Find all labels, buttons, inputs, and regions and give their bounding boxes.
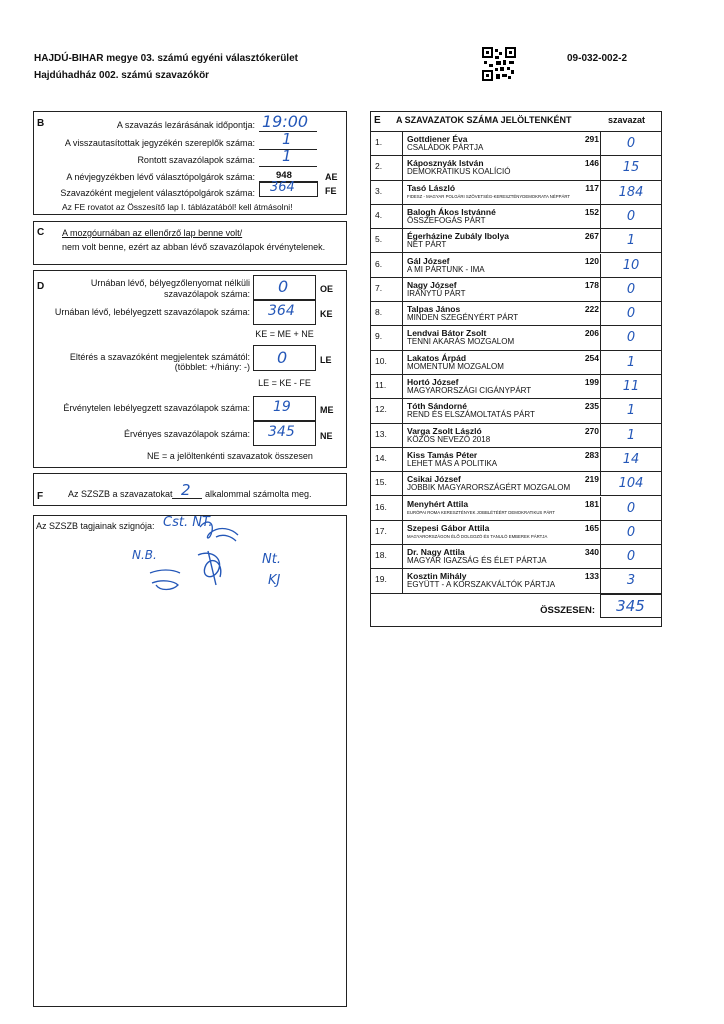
candidate-number: 19.	[375, 574, 387, 585]
candidate-number: 17.	[375, 525, 387, 536]
count-times-value: 2	[181, 481, 191, 499]
count-text-before: Az SZSZB a szavazatokat	[68, 489, 173, 499]
candidate-party: CSALÁDOK PÁRTJA	[407, 143, 484, 152]
candidate-party: IRÁNYTŰ PÁRT	[407, 288, 466, 298]
candidate-name: Lendvai Bátor Zsolt	[407, 328, 487, 339]
votes-column-header: szavazat	[608, 115, 646, 125]
section-d-letter: D	[37, 281, 45, 292]
candidate-votes: 1	[600, 424, 661, 447]
candidate-number: 14.	[375, 452, 387, 463]
candidate-party: TENNI AKARÁS MOZGALOM	[407, 337, 515, 347]
candidate-row	[371, 472, 661, 496]
formula-ne: NE = a jelöltenkénti szavazatok összesen	[147, 451, 313, 461]
ke-label: Urnában lévő, lebélyegzett szavazólapok száma:	[54, 307, 250, 317]
formula-le: LE = KE - FE	[258, 378, 311, 388]
document-id: 09-032-002-2	[567, 53, 628, 64]
count-text-after: alkalommal számolta meg.	[205, 489, 312, 499]
candidate-votes: 0	[600, 278, 661, 301]
candidate-row	[371, 132, 661, 156]
candidate-votes: 14	[600, 448, 661, 471]
candidate-code: 222	[584, 304, 599, 315]
candidate-votes: 184	[600, 181, 661, 204]
candidate-row	[371, 351, 661, 375]
candidate-party: REND ÉS ELSZÁMOLTATÁS PÁRT	[407, 410, 535, 420]
candidate-code: 270	[584, 425, 599, 436]
closing-time-label: A szavazás lezárásának időpontja:	[116, 120, 255, 130]
candidate-code: 340	[584, 547, 599, 558]
candidate-row	[371, 326, 661, 350]
candidate-row	[371, 181, 661, 205]
candidate-number: 3.	[375, 185, 383, 196]
candidate-code: 206	[584, 328, 599, 339]
candidate-code: 120	[584, 255, 599, 266]
ne-label: Érvényes szavazólapok száma:	[123, 429, 250, 439]
candidate-row	[371, 302, 661, 326]
candidate-votes: 1	[600, 399, 661, 422]
candidate-name: Nagy József	[407, 279, 457, 290]
candidate-party: MAGYARORSZÁGON ÉLŐ DOLGOZÓ ÉS TANULÓ EMBEREK PÁRTJA	[407, 533, 548, 539]
candidate-party: KÖZÖS NEVEZŐ 2018	[407, 434, 491, 444]
spoiled-ballots-value: 1	[282, 147, 292, 165]
candidate-code: 178	[584, 279, 599, 290]
candidate-name: Csikai József	[407, 474, 461, 485]
candidate-name: Talpas János	[407, 304, 461, 315]
candidate-number: 13.	[375, 428, 387, 439]
candidate-name: Gál József	[407, 255, 450, 266]
me-label: Érvénytelen lebélyegzett szavazólapok száma:	[63, 403, 250, 413]
candidate-row	[371, 424, 661, 448]
candidate-votes: 0	[600, 132, 661, 155]
signature-mark-2: N.B.	[132, 548, 157, 562]
me-value: 19	[273, 399, 291, 415]
candidate-votes: 10	[600, 254, 661, 277]
registered-voters-value: 948	[276, 170, 292, 181]
code-ke: KE	[320, 309, 333, 319]
oe-label-line2: szavazólapok száma:	[163, 289, 250, 299]
total-value: 345	[616, 597, 645, 615]
candidate-votes: 0	[600, 326, 661, 349]
candidate-code: 199	[584, 377, 599, 387]
formula-ke: KE = ME + NE	[255, 329, 314, 339]
candidate-code: 291	[584, 134, 599, 144]
candidate-code: 235	[584, 401, 599, 412]
candidate-party: MOMENTUM MOZGALOM	[407, 361, 504, 371]
section-b-letter: B	[37, 118, 45, 129]
candidate-code: 181	[584, 498, 599, 509]
candidate-name: Menyhért Attila	[407, 498, 469, 509]
candidate-votes: 0	[600, 497, 661, 520]
candidate-code: 146	[584, 158, 599, 169]
closing-time-value: 19:00	[262, 112, 309, 131]
candidate-code: 152	[584, 206, 599, 217]
candidate-votes: 0	[600, 205, 661, 228]
candidate-number: 15.	[375, 477, 387, 488]
candidate-code: 117	[585, 182, 599, 193]
candidate-row	[371, 278, 661, 302]
code-ne: NE	[320, 431, 333, 441]
candidate-votes: 3	[600, 569, 661, 592]
candidate-votes: 0	[600, 545, 661, 568]
candidate-code: 283	[584, 449, 599, 460]
candidate-number: 16.	[375, 501, 387, 512]
candidate-party: DEMOKRATIKUS KOALÍCIÓ	[407, 167, 511, 177]
candidate-number: 6.	[375, 258, 383, 269]
handwritten-signatures	[120, 515, 320, 600]
candidate-row	[371, 545, 661, 569]
appeared-voters-value: 364	[270, 180, 295, 195]
candidate-name: Kosztin Mihály	[407, 571, 467, 582]
candidate-party: MAGYAR IGAZSÁG ÉS ÉLET PÁRTJA	[407, 556, 547, 566]
rejected-count-value: 1	[282, 130, 292, 148]
header-title-county: HAJDÚ-BIHAR megye 03. számú egyéni választókerület	[34, 53, 298, 64]
le-label-line2: (többlet: +/hiány: -)	[174, 362, 250, 372]
code-me: ME	[320, 405, 334, 415]
candidate-name: Varga Zsolt László	[407, 425, 482, 436]
code-fe: FE	[325, 186, 337, 196]
candidate-party: FIDESZ - MAGYAR POLGÁRI SZÖVETSÉG-KERESZTÉNYDEMOKRATA NÉPPÁRT	[407, 193, 570, 199]
candidate-row	[371, 569, 661, 593]
mobile-urn-line1: A mozgóurnában az ellenőrző lap benne volt/	[62, 228, 243, 238]
rejected-count-label: A visszautasítottak jegyzékén szereplők száma:	[64, 138, 255, 148]
oe-label-line1: Urnában lévő, bélyegzőlenyomat nélküli	[90, 278, 250, 288]
candidate-party: JOBBIK MAGYARORSZÁGÉRT MOZGALOM	[407, 483, 571, 493]
candidate-name: Lakatos Árpád	[407, 352, 467, 363]
code-le: LE	[320, 355, 332, 365]
candidate-party: ÖSSZEFOGÁS PÁRT	[407, 215, 486, 225]
candidate-number: 2.	[375, 161, 383, 172]
candidate-number: 12.	[375, 404, 387, 415]
candidate-name: Szepesi Gábor Attila	[407, 522, 490, 533]
candidate-party: EGYÜTT - A KORSZAKVÁLTÓK PÁRTJA	[407, 580, 556, 590]
candidate-row	[371, 399, 661, 423]
candidate-row	[371, 375, 661, 399]
candidate-code: 165	[584, 522, 599, 533]
candidate-votes: 1	[600, 351, 661, 374]
candidate-code: 267	[584, 231, 599, 242]
le-value: 0	[277, 348, 288, 367]
candidate-number: 7.	[375, 282, 383, 293]
candidate-number: 11.	[375, 380, 387, 390]
qr-code-icon	[482, 47, 516, 81]
candidate-name: Kiss Tamás Péter	[407, 449, 478, 460]
registered-voters-label: A névjegyzékben lévő választópolgárok száma:	[66, 172, 255, 182]
code-oe: OE	[320, 284, 334, 294]
candidate-party: EURÓPAI ROMA KERESZTÉNYEK JOBBLÉTÉÉRT DEMOKRATIKUS PÁRT	[407, 509, 555, 515]
candidate-row	[371, 229, 661, 253]
signature-label-text: Az SZSZB tagjainak szignója:	[36, 521, 155, 531]
candidate-name: Tasó László	[407, 182, 456, 193]
candidate-number: 10.	[375, 355, 387, 366]
ke-value: 364	[268, 303, 295, 319]
candidate-name: Hortó József	[407, 377, 459, 387]
candidate-name: Káposznyák István	[407, 158, 484, 169]
spoiled-ballots-label: Rontott szavazólapok száma:	[137, 155, 255, 165]
candidate-party: NET PÁRT	[407, 240, 447, 250]
candidate-votes: 11	[600, 375, 661, 398]
candidate-code: 133	[584, 571, 599, 582]
candidate-name: Gottdiener Éva	[407, 134, 468, 144]
candidate-number: 5.	[375, 234, 383, 245]
candidate-votes: 104	[600, 472, 661, 495]
candidate-row	[371, 448, 661, 472]
le-label-line1: Eltérés a szavazóként megjelentek számától:	[69, 352, 250, 362]
candidate-party: LEHET MÁS A POLITIKA	[407, 458, 498, 468]
candidate-name: Dr. Nagy Attila	[407, 547, 465, 558]
candidate-party: MINDEN SZEGÉNYÉRT PÁRT	[407, 313, 519, 323]
candidate-votes: 15	[600, 156, 661, 179]
candidate-name: Égerházine Zubály Ibolya	[407, 231, 510, 242]
section-f-letter: F	[37, 491, 44, 502]
candidate-row	[371, 521, 661, 545]
code-ae: AE	[325, 172, 338, 182]
candidate-row	[371, 205, 661, 229]
total-row	[371, 594, 661, 626]
fe-note: Az FE rovatot az Összesítő lap I. táblázatából! kell átmásolni!	[62, 202, 293, 212]
candidate-party: A MI PÁRTUNK - IMA	[407, 264, 485, 274]
candidate-number: 4.	[375, 209, 383, 220]
candidate-party: MAGYARORSZÁGI CIGÁNYPÁRT	[407, 386, 532, 395]
signature-mark-3: Nt.	[262, 552, 281, 567]
candidate-name: Balogh Ákos Istvánné	[407, 206, 496, 217]
candidate-code: 254	[584, 352, 599, 363]
section-c-letter: C	[37, 227, 45, 238]
mobile-urn-line2: nem volt benne, ezért az abban lévő szavazólapok érvénytelenek.	[62, 242, 326, 252]
appeared-voters-label: Szavazóként megjelent választópolgárok száma:	[60, 188, 255, 198]
header-title-station: Hajdúhadház 002. számú szavazókör	[34, 70, 210, 81]
candidate-row	[371, 497, 661, 521]
candidate-number: 1.	[375, 137, 383, 147]
section-e-letter: E	[374, 115, 381, 126]
candidate-number: 18.	[375, 550, 387, 561]
total-label: ÖSSZESEN:	[540, 605, 595, 616]
candidate-votes: 0	[600, 302, 661, 325]
candidate-number: 9.	[375, 331, 383, 342]
candidate-votes: 0	[600, 521, 661, 544]
candidate-code: 219	[584, 474, 599, 485]
signature-mark-1: Cst. NT.	[163, 515, 213, 530]
candidate-name: Tóth Sándorné	[407, 401, 467, 412]
candidate-row	[371, 156, 661, 180]
section-e-title: A SZAVAZATOK SZÁMA JELÖLTENKÉNT	[396, 115, 572, 125]
candidate-votes: 1	[600, 229, 661, 252]
oe-value: 0	[278, 277, 289, 296]
ne-value: 345	[268, 424, 295, 440]
candidate-row	[371, 254, 661, 278]
candidate-number: 8.	[375, 307, 383, 318]
signature-mark-4: KJ	[268, 573, 281, 588]
